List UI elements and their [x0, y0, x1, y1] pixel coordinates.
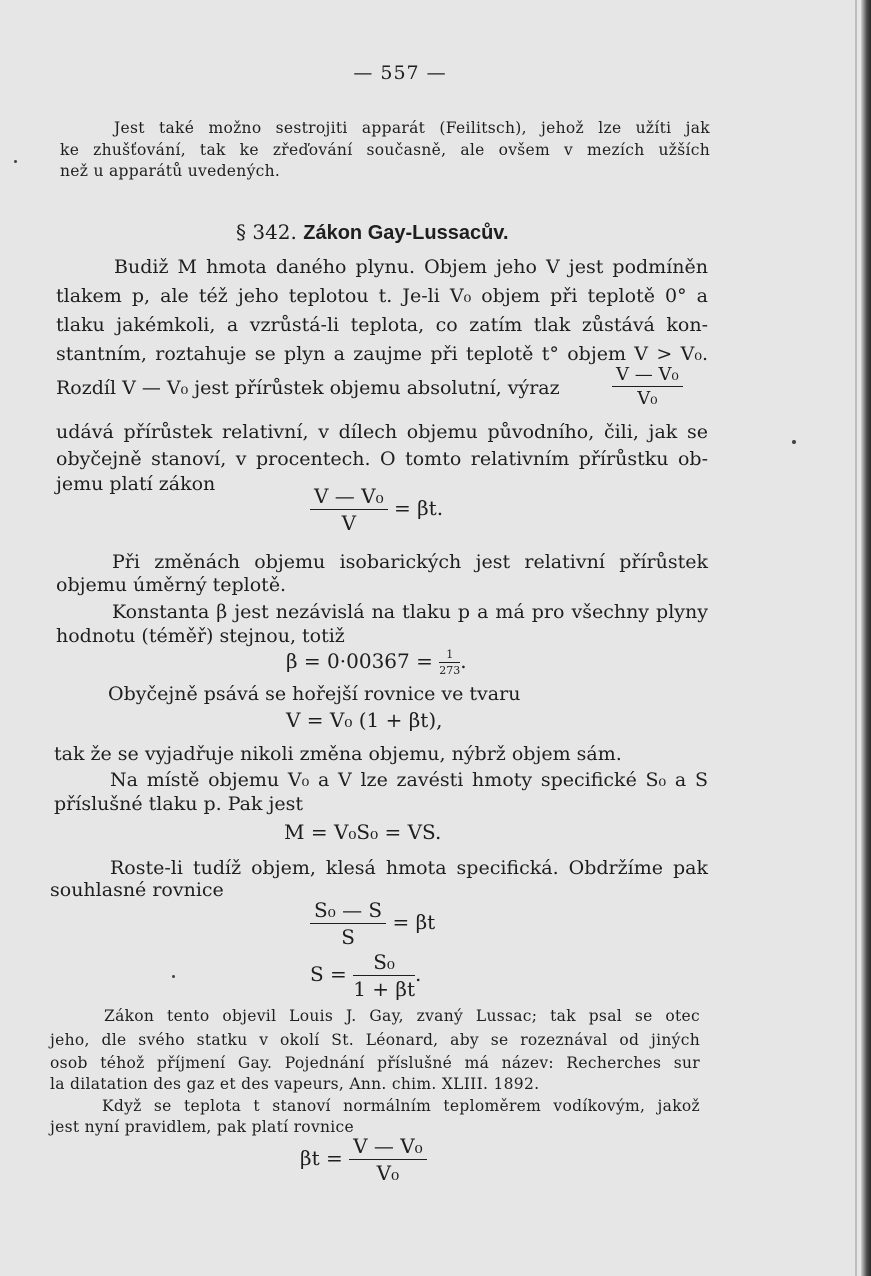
- equation-2-lhs: β = 0·00367 =: [286, 649, 433, 673]
- equation-7-numerator: V — V₀: [349, 1134, 427, 1160]
- paragraph-9-line-2: jest nyní pravidlem, pak platí rovnice: [50, 1118, 354, 1136]
- book-spine-shadow: [861, 0, 871, 1276]
- paragraph-8-line-4: la dilatation des gaz et des vapeurs, Ann. chim. XLIII. 1892.: [50, 1075, 540, 1093]
- paragraph-1-line-2: tlakem p, ale též jeho teplotou t. Je-li V₀ objem při teplotě 0° a: [56, 285, 708, 307]
- equation-4: M = V₀S₀ = VS.: [284, 820, 442, 844]
- paragraph-1-line-8: jemu platí zákon: [56, 473, 216, 495]
- equation-1-denominator: V: [341, 511, 357, 535]
- equation-1: [310, 484, 443, 535]
- paragraph-3-line-1: Konstanta β jest nezávislá na tlaku p a má pro všechny plyny: [112, 601, 708, 623]
- equation-2-end: .: [460, 649, 467, 673]
- equation-6: [310, 950, 421, 1001]
- paragraph-2-line-2: objemu úměrný teplotě.: [56, 574, 287, 596]
- equation-1-numerator: V — V₀: [310, 484, 388, 510]
- paragraph-1-line-5: [56, 376, 656, 401]
- section-title: Zákon Gay-Lussacův.: [303, 222, 509, 244]
- paragraph-8-line-3: osob téhož příjmení Gay. Pojednání příslušné má název: Recherches sur: [50, 1054, 700, 1072]
- scan-speck: [14, 160, 17, 163]
- section-heading: [236, 220, 509, 245]
- relative-increment-fraction: [612, 364, 683, 409]
- paragraph-8-line-1: [52, 1006, 700, 1027]
- paragraph-feilitsch-line-2: ke zhušťování, tak ke zřeďování současně, ale ovšem v mezích užších: [60, 141, 710, 159]
- equation-7-lhs: βt =: [300, 1146, 343, 1170]
- paragraph-9-line-1: Když se teplota t stanoví normálním teploměrem vodíkovým, jakož: [102, 1097, 700, 1115]
- paragraph-1-line-3: tlaku jakémkoli, a vzrůstá-li teplota, co zatím tlak zůstává kon-: [56, 314, 708, 336]
- paragraph-4: Obyčejně psává se hořejší rovnice ve tvaru: [108, 683, 521, 705]
- equation-5: [310, 898, 435, 949]
- paragraph-feilitsch-line-1: Jest také možno sestrojiti apparát (Feilitsch), jehož lze užíti jak: [114, 119, 710, 137]
- equation-6-numerator: S₀: [353, 950, 415, 976]
- equation-5-denominator: S: [341, 925, 355, 949]
- paragraph-7-line-2: souhlasné rovnice: [50, 879, 224, 901]
- scan-speck: [172, 975, 175, 978]
- equation-2: [286, 648, 467, 677]
- equation-2-denominator: 273: [439, 664, 461, 677]
- equation-1-rhs: = βt.: [393, 496, 444, 520]
- paragraph-feilitsch-line-3: než u apparátů uvedených.: [60, 162, 281, 180]
- section-number: § 342.: [236, 220, 297, 244]
- page-number: — 557 —: [353, 62, 447, 84]
- equation-5-rhs: = βt: [392, 910, 436, 934]
- paragraph-1-line-1: Budiž M hmota daného plynu. Objem jeho V jest podmíněn: [114, 256, 708, 278]
- equation-7-denominator: V₀: [376, 1161, 400, 1185]
- equation-6-lhs: S =: [310, 962, 347, 986]
- paragraph-3-line-2: hodnotu (téměř) stejnou, totiž: [56, 625, 345, 647]
- scan-speck: [792, 440, 796, 444]
- equation-7: [300, 1134, 427, 1185]
- paragraph-1-line-4: stantním, roztahuje se plyn a zaujme při teplotě t° objem V > V₀.: [56, 343, 708, 365]
- equation-5-numerator: S₀ — S: [310, 898, 386, 924]
- paragraph-6-line-1: Na místě objemu V₀ a V lze zavésti hmoty specifické S₀ a S: [110, 769, 708, 791]
- paragraph-1-line-6: udává přírůstek relativní, v dílech objemu původního, čili, jak se: [56, 421, 708, 443]
- paragraph-1-line-5-text: Rozdíl V — V₀ jest přírůstek objemu absolutní, výraz: [56, 377, 560, 399]
- paragraph-8-line-2: jeho, dle svého statku v okolí St. Léonard, aby se rozeznával od jiných: [50, 1031, 700, 1049]
- equation-2-numerator: 1: [439, 648, 460, 663]
- paragraph-2-line-1: Při změnách objemu isobarických jest relativní přírůstek: [112, 551, 708, 573]
- fraction-denominator: V₀: [637, 388, 658, 409]
- paragraph-8-line-1-text: Zákon tento objevil Louis J. Gay, zvaný Lussac; tak psal se otec: [104, 1007, 700, 1025]
- paragraph-1-line-7: obyčejně stanoví, v procentech. O tomto relativním přírůstku ob-: [56, 448, 708, 470]
- paragraph-7-line-1: Roste-li tudíž objem, klesá hmota specifická. Obdržíme pak: [110, 857, 708, 879]
- paragraph-5: tak že se vyjadřuje nikoli změna objemu, nýbrž objem sám.: [54, 743, 622, 765]
- paragraph-6-line-2: příslušné tlaku p. Pak jest: [54, 793, 304, 815]
- page-edge-line: [855, 0, 857, 1276]
- equation-6-denominator: 1 + βt: [353, 977, 415, 1001]
- fraction-numerator: V — V₀: [612, 364, 683, 387]
- equation-3: V = V₀ (1 + βt),: [286, 708, 443, 732]
- equation-6-end: .: [414, 962, 422, 986]
